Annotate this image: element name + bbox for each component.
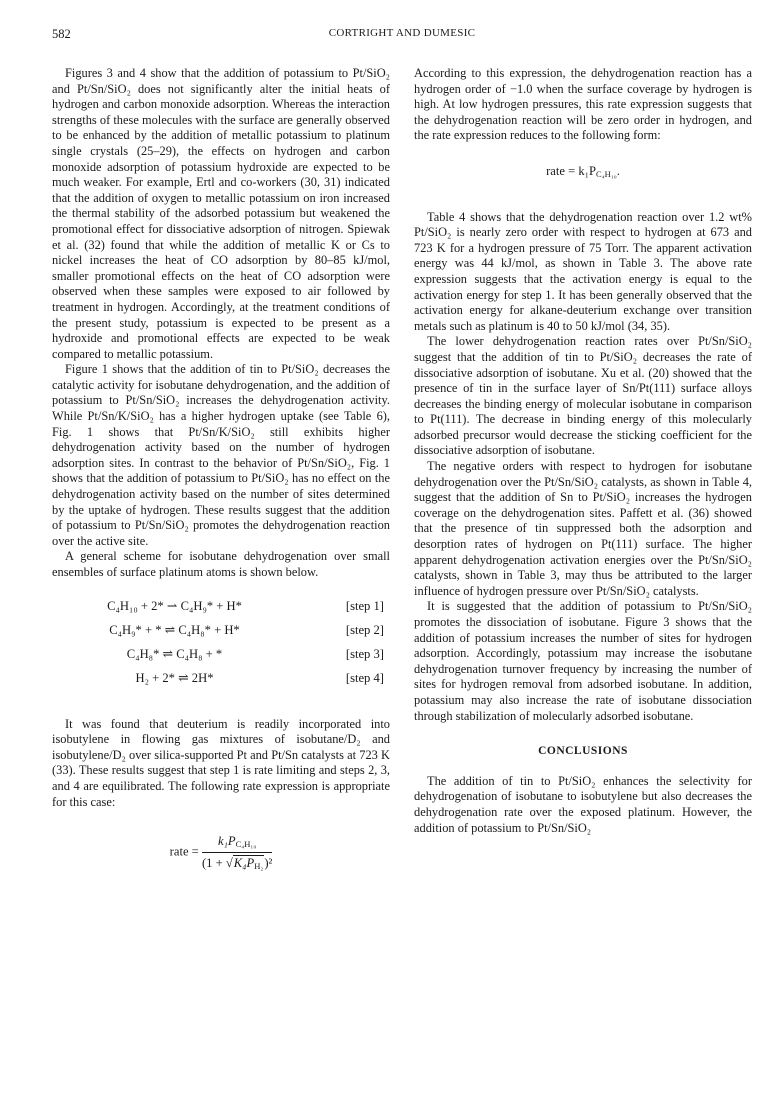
page-header — [52, 27, 752, 43]
step-equation: C₄H₉* + * ⇌ C₄H₈* + H* — [109, 622, 240, 637]
reaction-scheme — [52, 599, 390, 695]
step-equation: H₂ + 2* ⇌ 2H* — [135, 670, 214, 685]
page-number: 582 — [52, 27, 71, 41]
paragraph: It is suggested that the addition of potassium to Pt/Sn/SiO₂ promotes the dissociation of isobutane. Figure 3 shows that the addition of potassium increases the number of sites for hydrogen adsorption. Accordingly, potassium may increase the isobutane dehydrogenation turnover frequency by increasing the number of sites for hydrogen removal from adsorbed isobutane. In addition, potassium may also increase the rate of isobutane dissociation through stabilization of molecularly adsorbed isobutane. — [414, 599, 752, 723]
step-label: [step 1] — [345, 598, 384, 613]
step-label: [step 2] — [345, 622, 384, 637]
step-equation: C₄H₈* ⇌ C₄H₈ + * — [126, 646, 223, 661]
paragraph: A general scheme for isobutane dehydrogenation over small ensembles of surface platinum atoms is shown below. — [52, 549, 390, 579]
paragraph: The negative orders with respect to hydrogen for isobutane dehydrogenation over the Pt/Sn/SiO₂ catalysts, as shown in Table 4, suggest that the addition of Sn to Pt/SiO₂ increases the hydrogen coverage on the dehydrogenation sites. Paffett et al. (36) showed that the presence of tin suppressed both the adsorption and desorption rates of hydrogen on Pt(111) surface. The higher apparent dehydrogenation activation energies over the Pt/Sn/SiO₂ catalysts, shown in Table 3, may thus be attributed to the larger influence of hydrogen pressure over Pt/Sn/SiO₂ catalysts. — [414, 459, 752, 598]
paragraph: It was found that deuterium is readily incorporated into isobutylene in flowing gas mixtures of isobutane/D₂ and isobutylene/D₂ over silica-supported Pt and Pt/Sn catalysts at 723 K (33). These results suggest that step 1 is rate limiting and steps 2, 3, and 4 are equilibrated. The following rate expression is appropriate for this case: — [52, 716, 390, 809]
rate-denominator: $(1 + √K_4P_{H_2})^2$ — [201, 855, 273, 871]
paragraph: Figure 1 shows that the addition of tin to Pt/SiO₂ decreases the catalytic activity for isobutane dehydrogenation, and the addition of potassium to Pt/Sn/SiO₂ increases the dehydrogenation activity. While Pt/Sn/K/SiO₂ has a higher hydrogen uptake (see Table 6), Fig. 1 shows that Pt/Sn/K/SiO₂ still exhibits higher dehydrogenation activity based on the number of hydrogen adsorption sites. In contrast to the behavior of Pt/Sn/SiO₂, Fig. 1 shows that the addition of potassium to Pt/SiO₂ has no effect on the dehydrogenation activity based on the number of sites determined by the uptake of hydrogen. These results suggest that the addition of potassium to Pt/Sn/SiO₂ promotes the dehydrogenation reaction over the active site. — [52, 362, 390, 548]
rate-equation — [52, 834, 390, 871]
step-label: [step 4] — [345, 670, 384, 685]
paragraph: The lower dehydrogenation reaction rates over Pt/Sn/SiO₂ suggest that the addition of tin to Pt/SiO₂ decreases the rate of dissociative adsorption of isobutane. Xu et al. (20) showed that the presence of tin in the surface layer of Sn/Pt(111) surface alloys decreases the binding energy of molecular isobutane in comparison to Pt(111). The decrease in binding energy of this molecularly adsorbed precursor would decrease the sticking coefficient for the dissociative adsorption of isobutane. — [414, 334, 752, 458]
paragraph: According to this expression, the dehydrogenation reaction has a hydrogen order of −1.0 when the surface coverage by hydrogen is high. At low hydrogen pressures, this rate expression suggests that the dehydrogenation reaction will be zero order in hydrogen, and the rate expression reduces to the following form: — [414, 66, 752, 143]
rate-lhs: rate = — [169, 844, 199, 859]
simplified-rate-equation: rate = $k_1P_{C_4H_{10}}$. — [546, 163, 620, 179]
paragraph: Table 4 shows that the dehydrogenation reaction over 1.2 wt% Pt/SiO₂ is nearly zero order with respect to hydrogen at 673 and 723 K for a hydrogen pressure of 75 Torr. The apparent activation energy was 44 kJ/mol, as shown in Table 3. The above rate expression suggests that the activation energy is equal to the activation energy for step 1. It has been generally observed that the activation energy for alkane-deuterium exchange over transition metals such as platinum is 40 to 50 kJ/mol (34, 35). — [414, 209, 752, 333]
section-heading: CONCLUSIONS — [538, 745, 628, 758]
right-column — [414, 66, 752, 836]
reaction-step — [52, 623, 390, 647]
reaction-step — [52, 647, 390, 671]
paragraph: Figures 3 and 4 show that the addition of potassium to Pt/SiO₂ and Pt/Sn/SiO₂ does not significantly alter the initial heats of hydrogen and carbon monoxide adsorption. Whereas the interaction strengths of these molecules with the surface are generally observed to be enhanced by the addition of metallic potassium to platinum single crystals (25–29), the effects on hydrogen and carbon monoxide adsorption of potassium hydroxide are expected to be much weaker. For example, Ertl and co-workers (30, 31) indicated that the addition of oxygen to metallic potassium on iron increased the thermal stability of the adsorbed potassium but weakened the promotional effect for dissociative adsorption of nitrogen. Spiewak et al. (32) found that while the addition of metallic K or Cs to nickel increases the heat of CO adsorption by 80–85 kJ/mol, smaller promotional effects on the heat of CO adsorption were observed when these samples were exposed to air followed by treatment in hydrogen. Accordingly, at the treatment conditions of the present study, potassium is expected to be present as a hydroxide and promotional effects are expected to be weak compared to metallic potassium. — [52, 66, 390, 361]
running-head: CORTRIGHT AND DUMESIC — [328, 27, 476, 39]
rate-numerator: $k_1P_{C_4H_{10}}$ — [202, 834, 272, 853]
rate-fraction — [202, 834, 272, 871]
step-equation: C₄H₁₀ + 2* ⇀ C₄H₉* + H* — [107, 598, 242, 613]
paragraph: The addition of tin to Pt/SiO₂ enhances the selectivity for dehydrogenation of isobutane to isobutylene but also decreases the dehydrogenation rate over the exposed platinum. However, the addition of potassium to Pt/Sn/SiO₂ — [414, 773, 752, 835]
left-column — [52, 66, 390, 899]
step-label: [step 3] — [345, 646, 384, 661]
reaction-step — [52, 599, 390, 623]
reaction-step — [52, 671, 390, 695]
